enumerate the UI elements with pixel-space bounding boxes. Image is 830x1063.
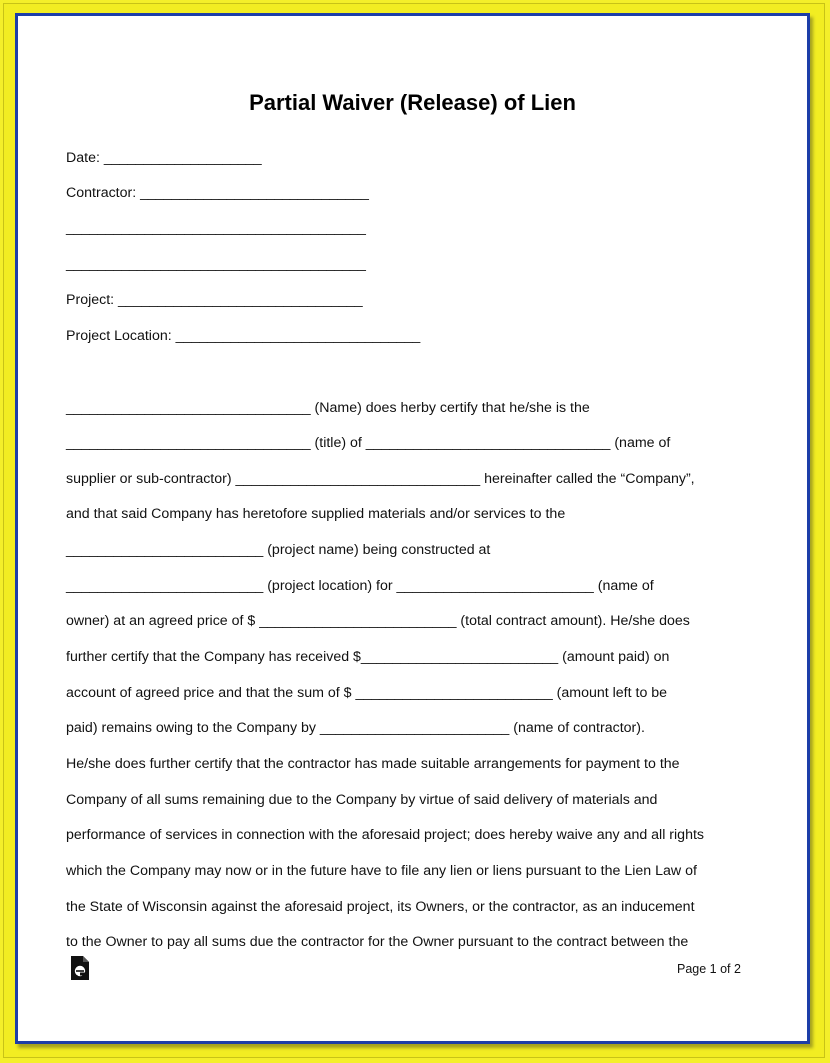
project-location-field: Project Location: _______________________________ [66,328,421,344]
document-page [15,13,810,1044]
body-line: which the Company may now or in the future have to file any lien or liens pursuant to the Lien Law of [66,863,697,879]
date-field: Date: ____________________ [66,150,262,166]
body-line: to the Owner to pay all sums due the contractor for the Owner pursuant to the contract between the [66,934,689,950]
body-line: _________________________ (project name) being constructed at [66,542,491,558]
contractor-line-2: ______________________________________ [66,220,366,236]
document-title: Partial Waiver (Release) of Lien [249,90,576,115]
page-number: Page 1 of 2 [677,962,741,976]
contractor-field: Contractor: _____________________________ [66,185,369,201]
body-line: _________________________ (project location) for _________________________ (name of [66,578,654,594]
body-line: He/she does further certify that the contractor has made suitable arrangements for payment to the [66,756,680,772]
body-line: account of agreed price and that the sum of $ _________________________ (amount left to be [66,685,668,701]
body-line: and that said Company has heretofore supplied materials and/or services to the [66,506,566,522]
body-line: further certify that the Company has received $_________________________ (amount paid) on [66,649,670,665]
body-line: performance of services in connection with the aforesaid project; does hereby waive any and all rights [66,827,704,843]
project-field: Project: _______________________________ [66,292,363,308]
body-line: supplier or sub-contractor) _______________________________ hereinafter called the “Company”, [66,471,695,487]
body-line: paid) remains owing to the Company by ________________________ (name of contractor). [66,720,645,736]
body-line: Company of all sums remaining due to the Company by virtue of said delivery of materials and [66,792,658,808]
eforms-logo-icon [70,955,90,981]
body-line: the State of Wisconsin against the aforesaid project, its Owners, or the contractor, as an inducement [66,899,695,915]
body-line: _______________________________ (Name) does herby certify that he/she is the [66,400,590,416]
body-line: owner) at an agreed price of $ _________________________ (total contract amount). He/she does [66,613,690,629]
body-line: _______________________________ (title) of _______________________________ (name of [66,435,671,451]
contractor-line-3: ______________________________________ [66,256,366,272]
